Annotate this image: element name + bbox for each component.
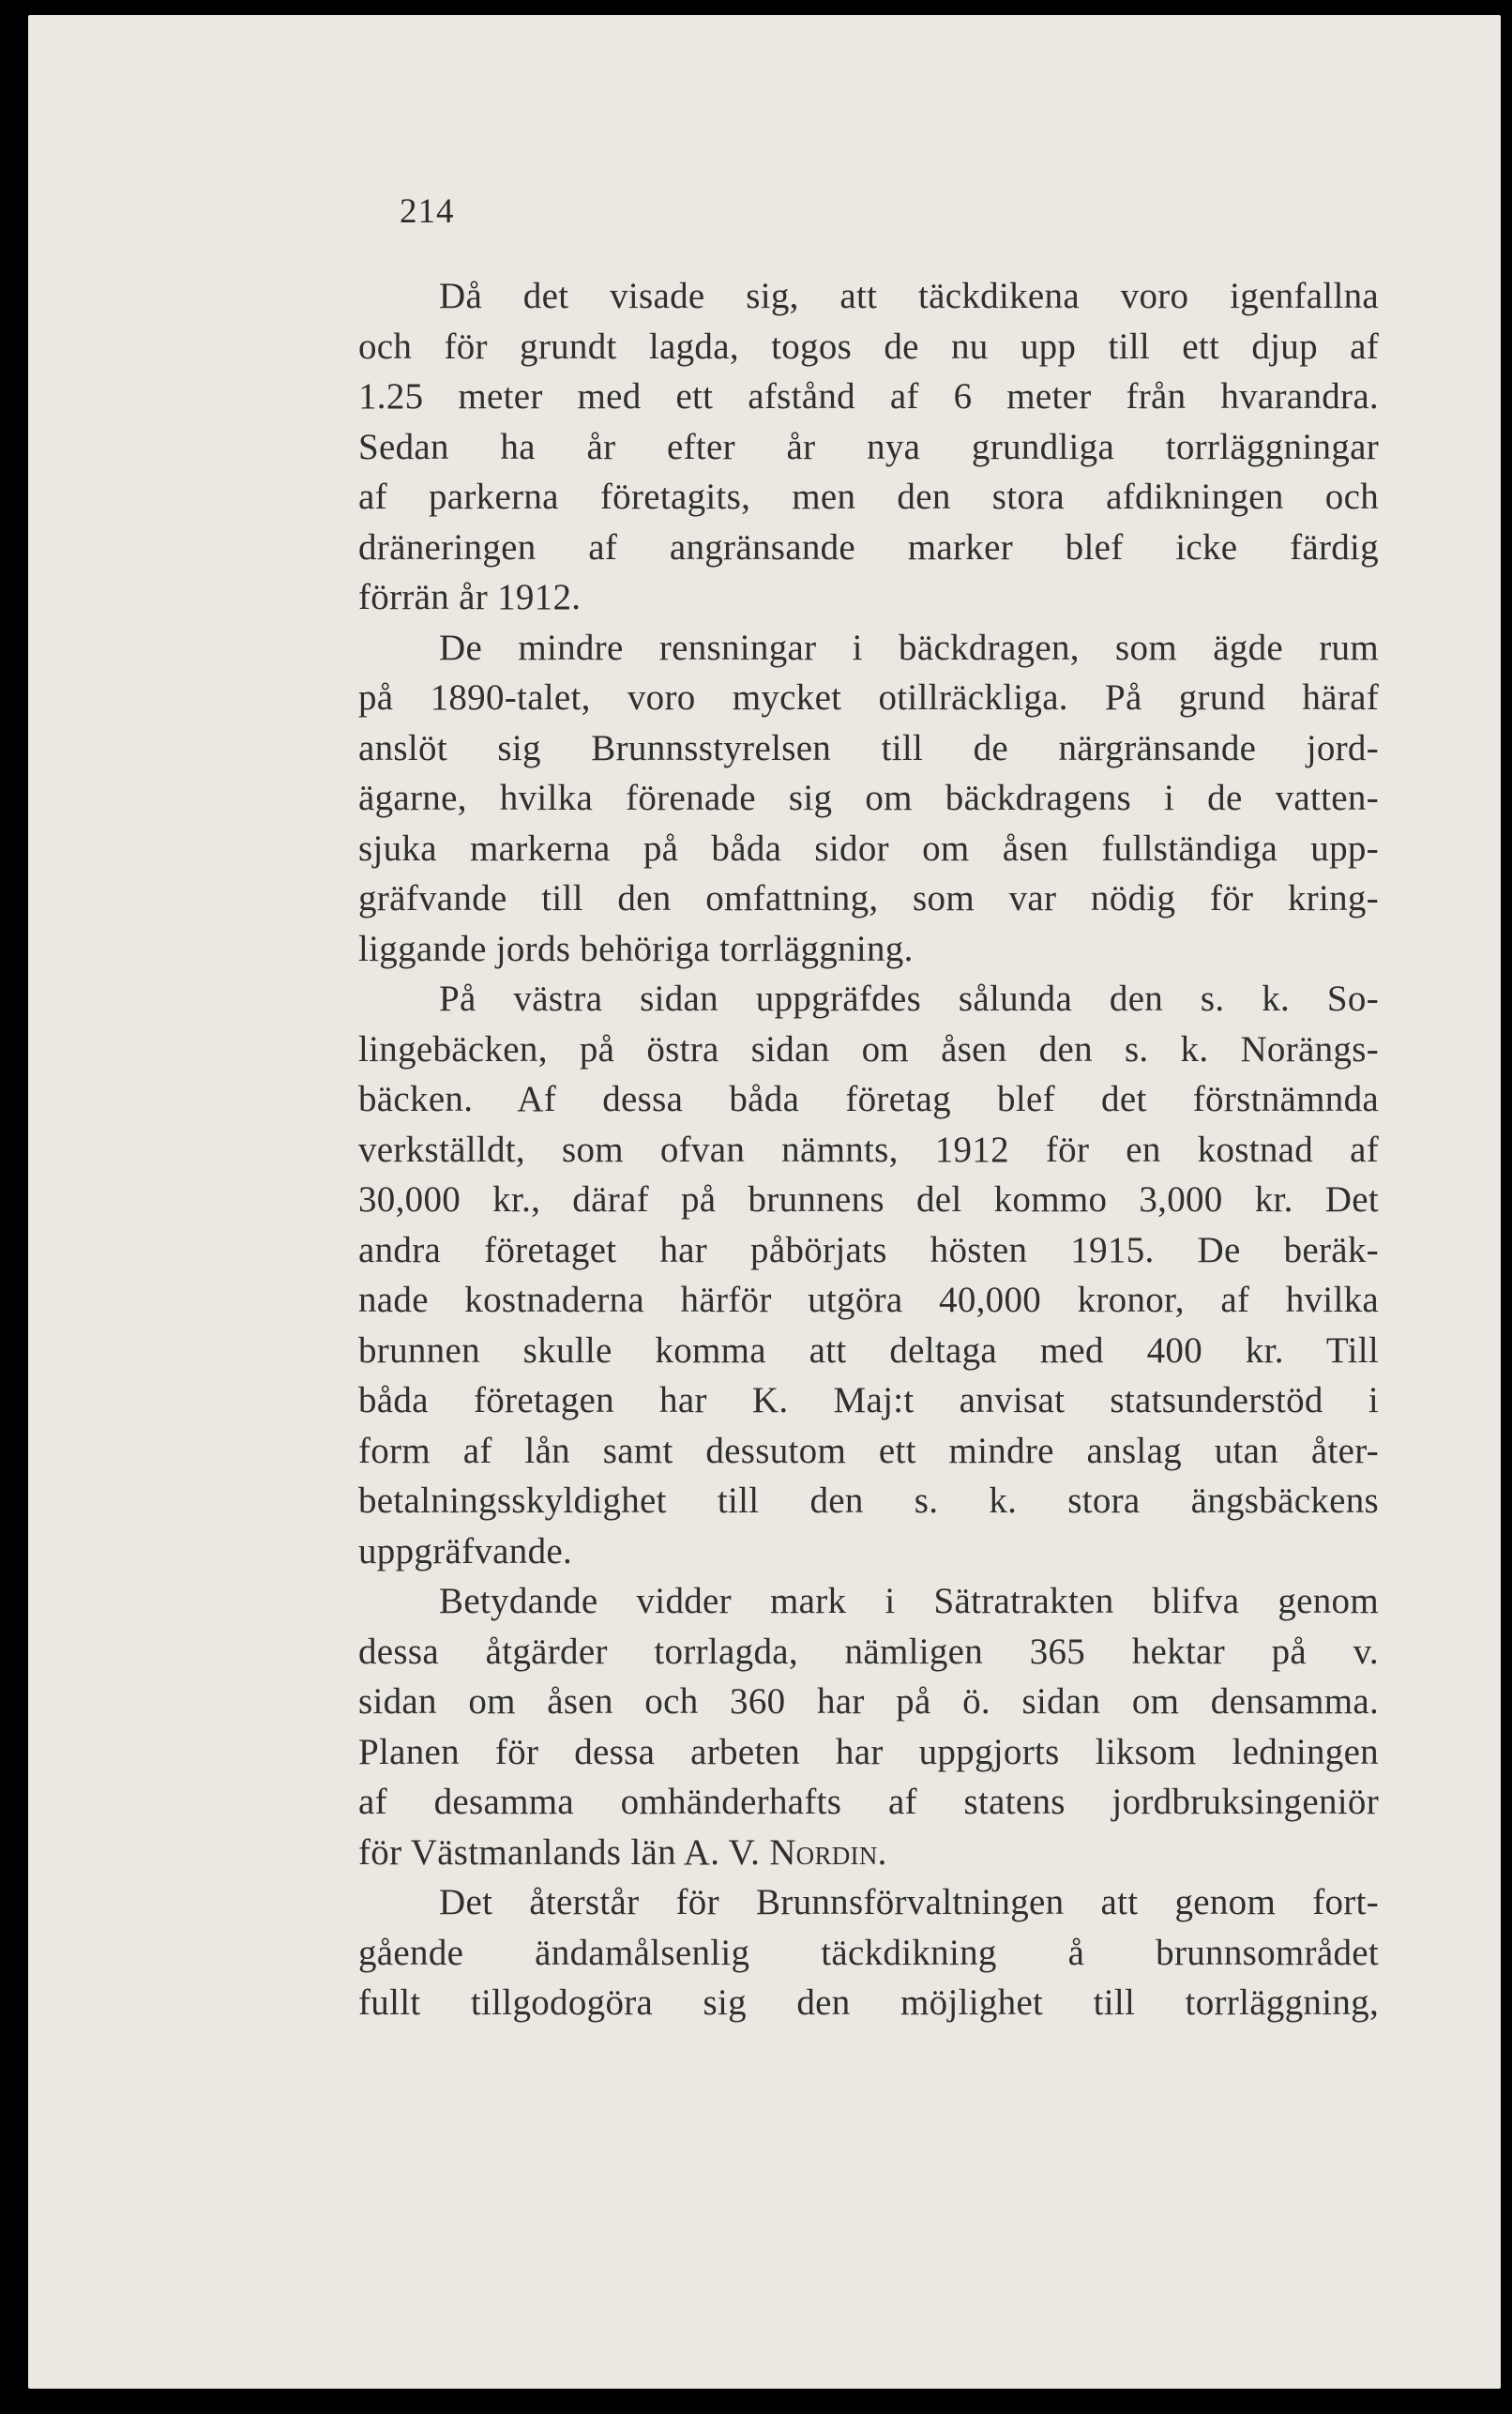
text-line: gräfvande till den omfattning, som var nödig för kring- xyxy=(358,878,1379,919)
text-line: af desamma omhänderhafts af statens jordbruksingeniör xyxy=(358,1782,1379,1822)
text-line: Det återstår för Brunnsförvaltningen att genom fort- xyxy=(439,1882,1379,1922)
name-suffix: . xyxy=(877,1831,887,1873)
text-line: ägarne, hvilka förenade sig om bäckdragens i de vatten- xyxy=(358,778,1379,818)
text-line: och för grundt lagda, togos de nu upp till ett djup af xyxy=(358,326,1379,367)
text-line: brunnen skulle komma att deltaga med 400 kr. Till xyxy=(358,1329,1379,1371)
text-line: 1.25 meter med ett afstånd af 6 meter från hvarandra. xyxy=(358,376,1379,417)
text-line: nade kostnaderna härför utgöra 40,000 kronor, af hvilka xyxy=(358,1280,1379,1320)
text-line: på 1890-talet, voro mycket otillräckliga. På grund häraf xyxy=(358,677,1379,718)
text-line: förrän år 1912. xyxy=(358,577,582,617)
text-line: På västra sidan uppgräfdes sålunda den s. k. So- xyxy=(439,979,1379,1019)
text-line: fullt tillgodogöra sig den möjlighet till torrläggning, xyxy=(358,1982,1379,2023)
text-line-with-name xyxy=(358,1828,1379,1878)
text-line: Då det visade sig, att täckdikena voro igenfallna xyxy=(439,276,1379,316)
text-line: Betydande vidder mark i Sätratrakten blifva genom xyxy=(439,1581,1379,1621)
text-line: Sedan ha år efter år nya grundliga torrläggningar xyxy=(358,426,1379,467)
text-line: liggande jords behöriga torrläggning. xyxy=(358,928,914,969)
text-line: andra företaget har påbörjats hösten 1915. De beräk- xyxy=(358,1229,1379,1270)
text-line: af parkerna företagits, men den stora afdikningen och xyxy=(358,477,1379,517)
text-line: uppgräfvande. xyxy=(358,1530,573,1571)
text-line: för Västmanlands län A. V. xyxy=(358,1831,761,1873)
book-page xyxy=(28,15,1501,2389)
text-line: betalningsskyldighet till den s. k. stora ängsbäckens xyxy=(358,1480,1379,1521)
text-line: bäcken. Af dessa båda företag blef det förstnämnda xyxy=(358,1079,1379,1119)
text-line: verkställdt, som ofvan nämnts, 1912 för en kostnad af xyxy=(358,1129,1379,1170)
text-line: lingebäcken, på östra sidan om åsen den s. k. Norängs- xyxy=(358,1028,1379,1070)
text-line: sidan om åsen och 360 har på ö. sidan om densamma. xyxy=(358,1681,1379,1722)
text-line: form af lån samt dessutom ett mindre anslag utan åter- xyxy=(358,1430,1379,1471)
page-number: 214 xyxy=(400,192,455,231)
text-line: dessa åtgärder torrlagda, nämligen 365 hektar på v. xyxy=(358,1631,1379,1672)
text-line: Planen för dessa arbeten har uppgjorts liksom ledningen xyxy=(358,1731,1379,1772)
text-line: anslöt sig Brunnsstyrelsen till de närgränsande jord- xyxy=(358,727,1379,768)
text-line: De mindre rensningar i bäckdragen, som ägde rum xyxy=(439,627,1379,668)
text-line: gående ändamålsenlig täckdikning å brunnsområdet xyxy=(358,1932,1379,1973)
text-line: båda företagen har K. Maj:t anvisat statsunderstöd i xyxy=(358,1380,1379,1420)
text-line: dräneringen af angränsande marker blef icke färdig xyxy=(358,526,1379,568)
text-line: 30,000 kr., däraf på brunnens del kommo 3,000 kr. Det xyxy=(358,1179,1379,1220)
author-name: Nordin xyxy=(769,1831,878,1873)
text-line: sjuka markerna på båda sidor om åsen fullständiga upp- xyxy=(358,827,1379,869)
body-text xyxy=(358,271,1379,2028)
